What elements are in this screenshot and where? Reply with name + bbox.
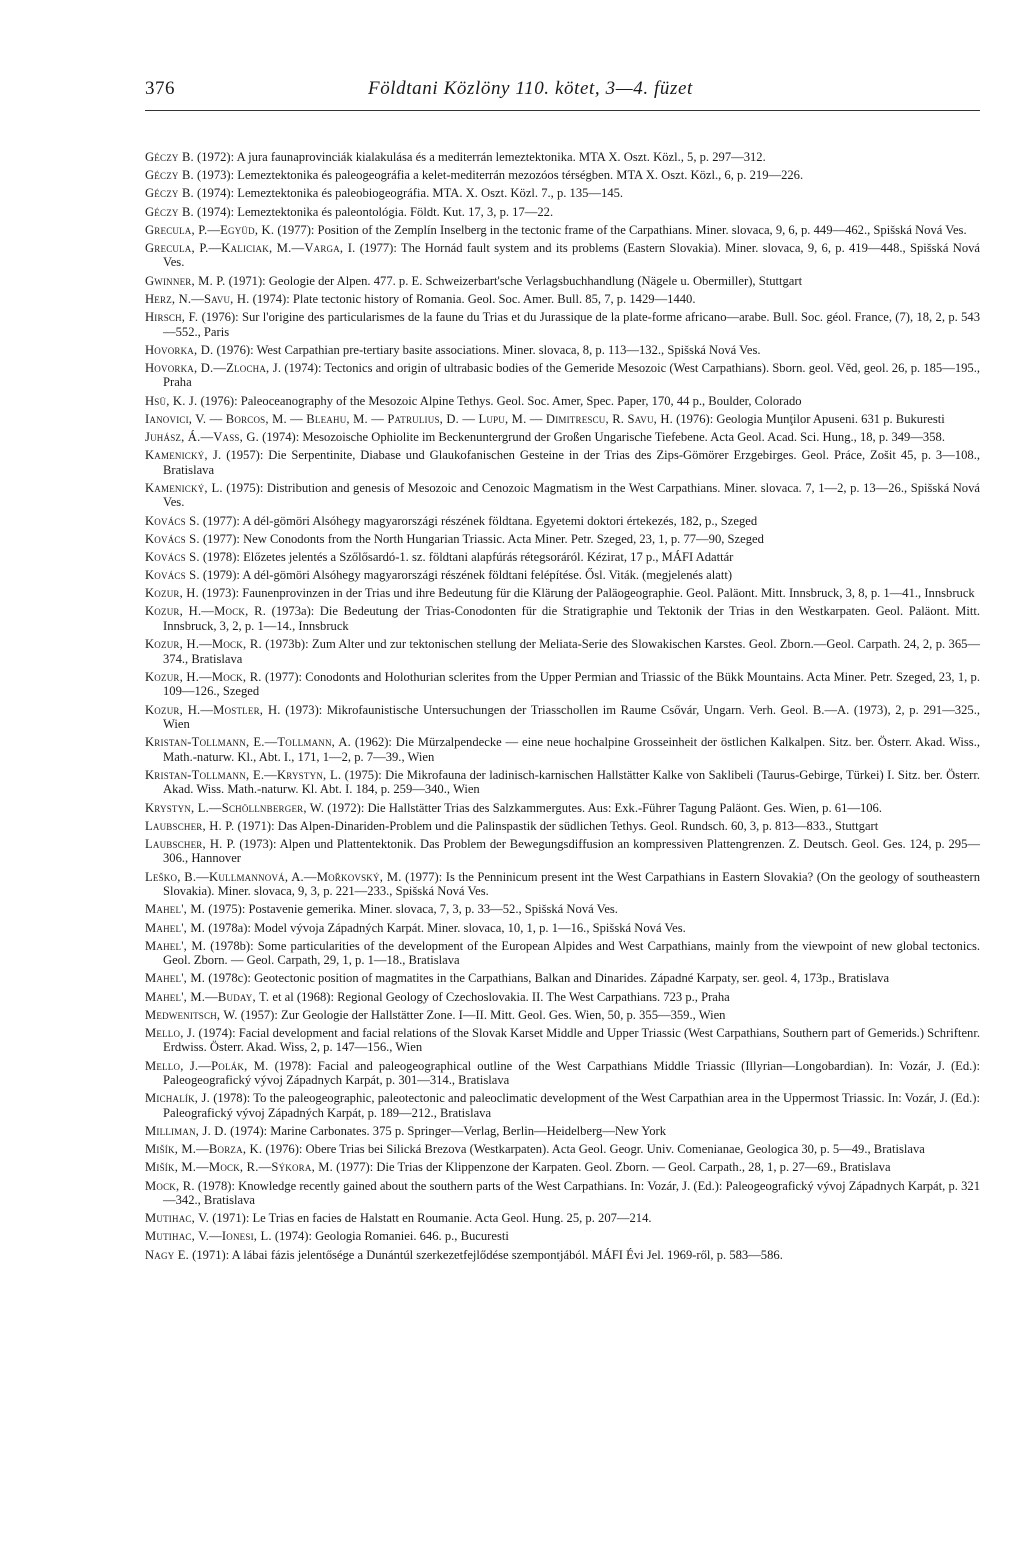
reference-text: (1976): West Carpathian pre-tertiary basite associations. Miner. slovaca, 8, p. 113—132., Spišská Nová Ves. (213, 342, 761, 357)
reference-authors: Herz, N.—Savu, H. (145, 291, 250, 306)
reference-authors: Mahel', M. (145, 902, 206, 917)
reference-text: (1976): Sur l'origine des particularismes de la faune du Trias et du Jurassique de la plate-forme africano—arabe. Bull. Soc. géol. France, (7), 18, 2, p. 543—552., Paris (163, 310, 980, 339)
reference-authors: Kovács S. (145, 513, 200, 528)
reference-authors: Kovács S. (145, 531, 200, 546)
reference-authors: Mahel', M. (145, 920, 206, 935)
reference-entry (145, 990, 980, 1005)
reference-entry (145, 568, 980, 583)
reference-authors: Hirsch, F. (145, 310, 199, 324)
reference-authors: Kozur, H. (145, 586, 199, 601)
reference-text: (1978c): Geotectonic position of magmatites in the Carpathians, Balkan and Dinarides. Západné Karpaty, ser. geol. 4, 173p., Bratislava (205, 971, 890, 986)
reference-entry (145, 241, 980, 270)
reference-authors: Mello, J.—Polák, M. (145, 1058, 269, 1073)
reference-entry (145, 1091, 980, 1120)
reference-authors: Géczy B. (145, 168, 194, 183)
reference-text: (1974): Tectonics and origin of ultrabasic bodies of the Gemeride Mesozoic (West Carpathians). Sborn. geol. Věd, geol. 26, p. 185—195., Praha (163, 360, 981, 390)
reference-entry (145, 670, 980, 699)
reference-authors: Kristan-Tollmann, E.—Krystyn, L. (145, 767, 342, 782)
reference-entry (145, 735, 980, 764)
reference-authors: Leško, B.—Kullmannová, A.—Mořkovský, M. (145, 869, 402, 884)
reference-text: (1957): Die Serpentinite, Diabase und Glaukofanischen Gesteine in der Trias des Zips-Gömörer Erzgebirges. Geol. Práce, Zošit 45, p. 3—108., Bratislava (163, 448, 980, 477)
reference-text: (1974): Facial development and facial relations of the Slovak Karset Middle and Upper Triassic (West Carpathians, Southern part of Gemerids.) Schriftenr. Erdwiss. Österr. Akad. Wiss, 2, p. 147—156., Wien (163, 1025, 980, 1055)
reference-entry (145, 186, 980, 201)
reference-text: (1973): Mikrofaunistische Untersuchungen der Triasschollen im Raume Csővár, Ungarn. Verh. Geol. B.—A. (1973), 2, p. 291—325., Wien (163, 702, 980, 731)
reference-text: (1974): Marine Carbonates. 375 p. Springer—Verlag, Berlin—Heidelberg—New York (226, 1124, 667, 1138)
reference-entry (145, 1229, 980, 1244)
reference-text: (1973a): Die Bedeutung der Trias-Conodonten für die Stratigraphie und Tektonik der Trias in den Westkarpaten. Geol. Paläont. Mitt. Innsbruck, 3, 2, p. 1—14., Innsbruck (163, 604, 980, 633)
reference-authors: Kamenický, L. (145, 480, 223, 495)
reference-text: (1976): Paleoceanography of the Mesozoic Alpine Tethys. Geol. Soc. Amer, Spec. Paper, 170, 44 p., Boulder, Colorado (197, 393, 802, 408)
reference-entry (145, 292, 980, 307)
reference-authors: Grecula, P.—Kaliciak, M.—Varga, I. (145, 240, 356, 255)
reference-authors: Laubscher, H. P. (145, 818, 235, 833)
reference-entry (145, 768, 980, 797)
reference-text: (1962): Die Mürzalpendecke — eine neue hochalpine Grosseinheit der östlichen Kalkalpen. Sitz. ber. Österr. Akad. Wiss., Math.-naturw. Kl., Abt. I., 171, 1—2, p. 7—39., Wien (163, 735, 980, 764)
reference-authors: Michalík, J. (145, 1091, 210, 1106)
reference-text: (1974): Geologia Romaniei. 646. p., Bucuresti (271, 1229, 509, 1244)
reference-entry (145, 801, 980, 816)
reference-entry (145, 637, 980, 666)
reference-authors: Géczy B. (145, 204, 194, 219)
reference-entry (145, 361, 980, 390)
reference-text: (1978a): Model vývoja Západných Karpát. Miner. slovaca, 10, 1, p. 1—16., Spišská Nová Ves. (205, 920, 686, 935)
reference-entry (145, 703, 980, 732)
reference-authors: Mišík, M.—Mock, R.—Sýkora, M. (145, 1160, 334, 1175)
reference-text: (1973): Alpen und Plattentektonik. Das Problem der Bewegungsdiffusion an kompressiven Plattengrenzen. Z. Deutsch. Geol. Ges. 124, p. 295—306., Hannover (163, 836, 980, 866)
reference-text: (1977): A dél-gömöri Alsóhegy magyarországi részének földtana. Egyetemi doktori értekezés, 182, p., Szeged (199, 513, 758, 528)
reference-entry (145, 819, 980, 834)
reference-authors: Milliman, J. D. (145, 1124, 227, 1138)
reference-entry (145, 1248, 980, 1263)
reference-text: (1978): Előzetes jelentés a Szőlősardó-1. sz. földtani alapfúrás rétegsoráról. Kézirat, 17 p., MÁFI Adattár (199, 549, 734, 564)
reference-entry (145, 514, 980, 529)
reference-authors: Kozur, H.—Mock, R. (145, 669, 262, 684)
reference-authors: Grecula, P.—Együd, K. (145, 222, 275, 237)
reference-text: (1971): A lábai fázis jelentősége a Dunántúl szerkezetfejlődése szempontjából. MÁFI Évi Jel. 1969-ről, p. 583—586. (188, 1247, 783, 1262)
reference-text: (1978): Knowledge recently gained about the southern parts of the West Carpathians. In: Vozár, J. (Ed.): Paleogeografický vývoj Západnych Karpát, p. 321—342., Bratislava (163, 1178, 980, 1208)
reference-entry (145, 168, 980, 183)
reference-authors: Mello, J. (145, 1025, 196, 1040)
reference-text: (1977): Position of the Zemplín Inselberg in the tectonic frame of the Carpathians. Miner. slovaca, 9, 6, p. 449—462., Spišská Nová Ves. (274, 222, 967, 237)
reference-entry (145, 1160, 980, 1175)
reference-text: (1977): New Conodonts from the North Hungarian Triassic. Acta Miner. Petr. Szeged, 23, 1, p. 77—90, Szeged (199, 531, 764, 546)
reference-entry (145, 223, 980, 238)
reference-text: (1971): Le Trias en facies de Halstatt en Roumanie. Acta Geol. Hung. 25, p. 207—214. (209, 1211, 652, 1226)
reference-entry (145, 870, 980, 899)
reference-authors: Medwenitsch, W. (145, 1007, 238, 1022)
reference-authors: Kovács S. (145, 549, 200, 564)
reference-entry (145, 205, 980, 220)
reference-authors: Mišík, M.—Borza, K. (145, 1142, 263, 1157)
reference-entry (145, 310, 980, 339)
reference-authors: Hsü, K. J. (145, 393, 198, 408)
reference-authors: Nagy E. (145, 1247, 189, 1262)
reference-entry (145, 586, 980, 601)
reference-authors: Kristan-Tollmann, E.—Tollmann, A. (145, 735, 352, 750)
reference-list (145, 150, 980, 1266)
reference-text: (1974): Lemeztektonika és paleobiogeográfia. MTA. X. Oszt. Közl. 7., p. 135—145. (193, 186, 624, 201)
reference-entry (145, 430, 980, 445)
reference-text: (1971): Das Alpen-Dinariden-Problem und die Palinspastik der südlichen Tethys. Geol. Rundsch. 60, 3, p. 813—833., Stuttgart (234, 818, 879, 833)
reference-authors: Géczy B. (145, 150, 194, 164)
reference-authors: Kamenický, J. (145, 448, 222, 463)
reference-authors: Ianovici, V. — Borcos, M. — Bleahu, M. — Patrulius, D. — Lupu, M. — Dimitrescu, R. Savu, H. (145, 411, 673, 426)
reference-authors: Krystyn, L.—Schöllnberger, W. (145, 800, 325, 815)
reference-entry (145, 150, 980, 165)
reference-text: (1975): Postavenie gemerika. Miner. slovaca, 7, 3, p. 33—52., Spišská Nová Ves. (205, 902, 618, 917)
reference-authors: Mahel', M. (145, 938, 207, 953)
reference-authors: Juhász, Á.—Vass, G. (145, 429, 259, 444)
reference-authors: Kozur, H.—Mock, R. (145, 604, 267, 619)
reference-authors: Géczy B. (145, 186, 194, 201)
reference-entry (145, 412, 980, 427)
reference-authors: Mahel', M.—Buday, T. (145, 989, 270, 1004)
reference-authors: Mahel', M. (145, 971, 206, 986)
reference-text: (1976): Geologia Munţilor Apuseni. 631 p. Bukuresti (672, 411, 945, 426)
reference-entry (145, 971, 980, 986)
reference-text: (1978): Facial and paleogeographical outline of the West Carpathians Middle Triassic (Illyrian—Longobardian). In: Vozár, J. (Ed.): Paleogeografický vývoj Západnych Karpát, p. 301—314., Bratislava (163, 1058, 980, 1088)
reference-entry (145, 1008, 980, 1023)
reference-authors: Gwinner, M. P. (145, 273, 226, 288)
reference-entry (145, 1179, 980, 1208)
reference-entry (145, 343, 980, 358)
reference-authors: Hovorka, D. (145, 342, 214, 357)
reference-entry (145, 448, 980, 477)
reference-entry (145, 921, 980, 936)
reference-text: (1957): Zur Geologie der Hallstätter Zone. I—II. Mitt. Geol. Ges. Wien, 50, p. 355—359., Wien (237, 1007, 726, 1022)
reference-text: (1972): Die Hallstätter Trias des Salzkammergutes. Aus: Exk.-Führer Tagung Paläont. Ges. Wien, p. 61—106. (324, 800, 883, 815)
reference-authors: Mock, R. (145, 1178, 195, 1193)
reference-text: (1971): Geologie der Alpen. 477. p. E. Schweizerbart'sche Verlagsbuchhandlung (Nägele u. Obermiller), Stuttgart (225, 273, 803, 288)
reference-text: (1974): Lemeztektonika és paleontológia. Földt. Kut. 17, 3, p. 17—22. (193, 204, 554, 219)
reference-entry (145, 939, 980, 968)
reference-entry (145, 902, 980, 917)
reference-text: (1977): Is the Penninicum present int the West Carpathians in Eastern Slovakia? (On the geology of southeastern Slovakia). Miner. slovaca, 9, 3, p. 221—233., Spišská Nová Ves. (163, 869, 980, 899)
reference-entry (145, 1211, 980, 1226)
reference-text: (1974): Plate tectonic history of Romania. Geol. Soc. Amer. Bull. 85, 7, p. 1429—1440. (249, 291, 696, 306)
reference-text: (1973): Faunenprovinzen in der Trias und ihre Bedeutung für die Klärung der Paläogeographie. Geol. Paläont. Mitt. Innsbruck, 3, 8, p. 1—41., Innsbruck (198, 586, 975, 601)
reference-text: et al (1968): Regional Geology of Czechoslovakia. II. The West Carpathians. 723 p., Praha (269, 989, 730, 1004)
reference-text: (1972): A jura faunaprovinciák kialakulása és a mediterrán lemeztektonika. MTA X. Oszt. Közl., 5, p. 297—312. (193, 150, 766, 164)
reference-entry (145, 1124, 980, 1139)
reference-entry (145, 604, 980, 633)
reference-entry (145, 1026, 980, 1055)
reference-authors: Hovorka, D.—Zlocha, J. (145, 360, 282, 375)
reference-text: (1973b): Zum Alter und zur tektonischen stellung der Meliata-Serie des Slowakischen Karstes. Geol. Zborn.—Geol. Carpath. 24, 2, p. 365—374., Bratislava (163, 637, 981, 666)
reference-text: (1975): Distribution and genesis of Mesozoic and Cenozoic Magmatism in the West Carpathians. Miner. slovaca. 7, 1—2, p. 13—26., Spišská Nová Ves. (163, 480, 980, 510)
reference-entry (145, 550, 980, 565)
reference-text: (1977): The Hornád fault system and its problems (Eastern Slovakia). Miner. slovaca, 9, 6, p. 419—448., Spišská Nová Ves. (163, 240, 980, 270)
reference-text: (1975): Die Mikrofauna der ladinisch-karnischen Hallstätter Kalke von Saklibeli (Taurus-Gebirge, Türkei) I. Sitz. ber. Österr. Akad. Wiss. Math.-naturw. Kl. Abt. I. 184, p. 259—340., Wien (163, 767, 980, 797)
reference-entry (145, 274, 980, 289)
reference-entry (145, 481, 980, 510)
reference-text: (1978b): Some particularities of the development of the European Alpides and West Carpathians, mainly from the viewpoint of new global tectonics. Geol. Zborn. — Geol. Carpath, 29, 1, p. 1—18., Bratislava (163, 938, 980, 968)
reference-authors: Kozur, H.—Mock, R. (145, 637, 262, 652)
reference-authors: Mutihac, V.—Ionesi, L. (145, 1229, 272, 1244)
reference-authors: Kozur, H.—Mostler, H. (145, 702, 281, 717)
reference-entry (145, 837, 980, 866)
reference-text: (1978): To the paleogeographic, paleotectonic and paleoclimatic development of the West Carpathian area in the Uppermost Triassic. In: Vozár, J. (Ed.): Paleografický vývoj Západných Karpát, p. 189—212., Bratislava (163, 1091, 980, 1120)
reference-entry (145, 1142, 980, 1157)
page-number: 376 (145, 78, 175, 99)
reference-authors: Mutihac, V. (145, 1211, 210, 1226)
reference-entry (145, 394, 980, 409)
reference-authors: Laubscher, H. P. (145, 836, 236, 851)
reference-text: (1974): Mesozoische Ophiolite im Beckenuntergrund der Großen Ungarische Tiefebene. Acta Geol. Acad. Sci. Hung., 18, p. 349—358. (258, 429, 945, 444)
reference-authors: Kovács S. (145, 568, 200, 583)
reference-text: (1979): A dél-gömöri Alsóhegy magyarországi részének földtani felépítése. Ősl. Viták. (megjelenés alatt) (199, 568, 733, 583)
running-header (145, 76, 980, 111)
running-title: Földtani Közlöny 110. kötet, 3—4. füzet (368, 78, 693, 99)
reference-text: (1976): Obere Trias bei Silická Brezova (Westkarpaten). Acta Geol. Geogr. Univ. Comenianae, Geologica 30, p. 5—49., Bratislava (262, 1142, 925, 1157)
reference-entry (145, 1059, 980, 1088)
reference-text: (1973): Lemeztektonika és paleogeográfia a kelet-mediterrán mezozóos térségben. MTA X. Oszt. Közl., 6, p. 219—226. (193, 168, 804, 183)
reference-text: (1977): Conodonts and Holothurian sclerites from the Upper Permian and Triassic of the Bükk Mountains. Acta Miner. Petr. Szeged, 23, 1, p. 109—126., Szeged (163, 669, 981, 699)
reference-text: (1977): Die Trias der Klippenzone der Karpaten. Geol. Zborn. — Geol. Carpath., 28, 1, p. 27—69., Bratislava (333, 1160, 891, 1175)
reference-entry (145, 532, 980, 547)
